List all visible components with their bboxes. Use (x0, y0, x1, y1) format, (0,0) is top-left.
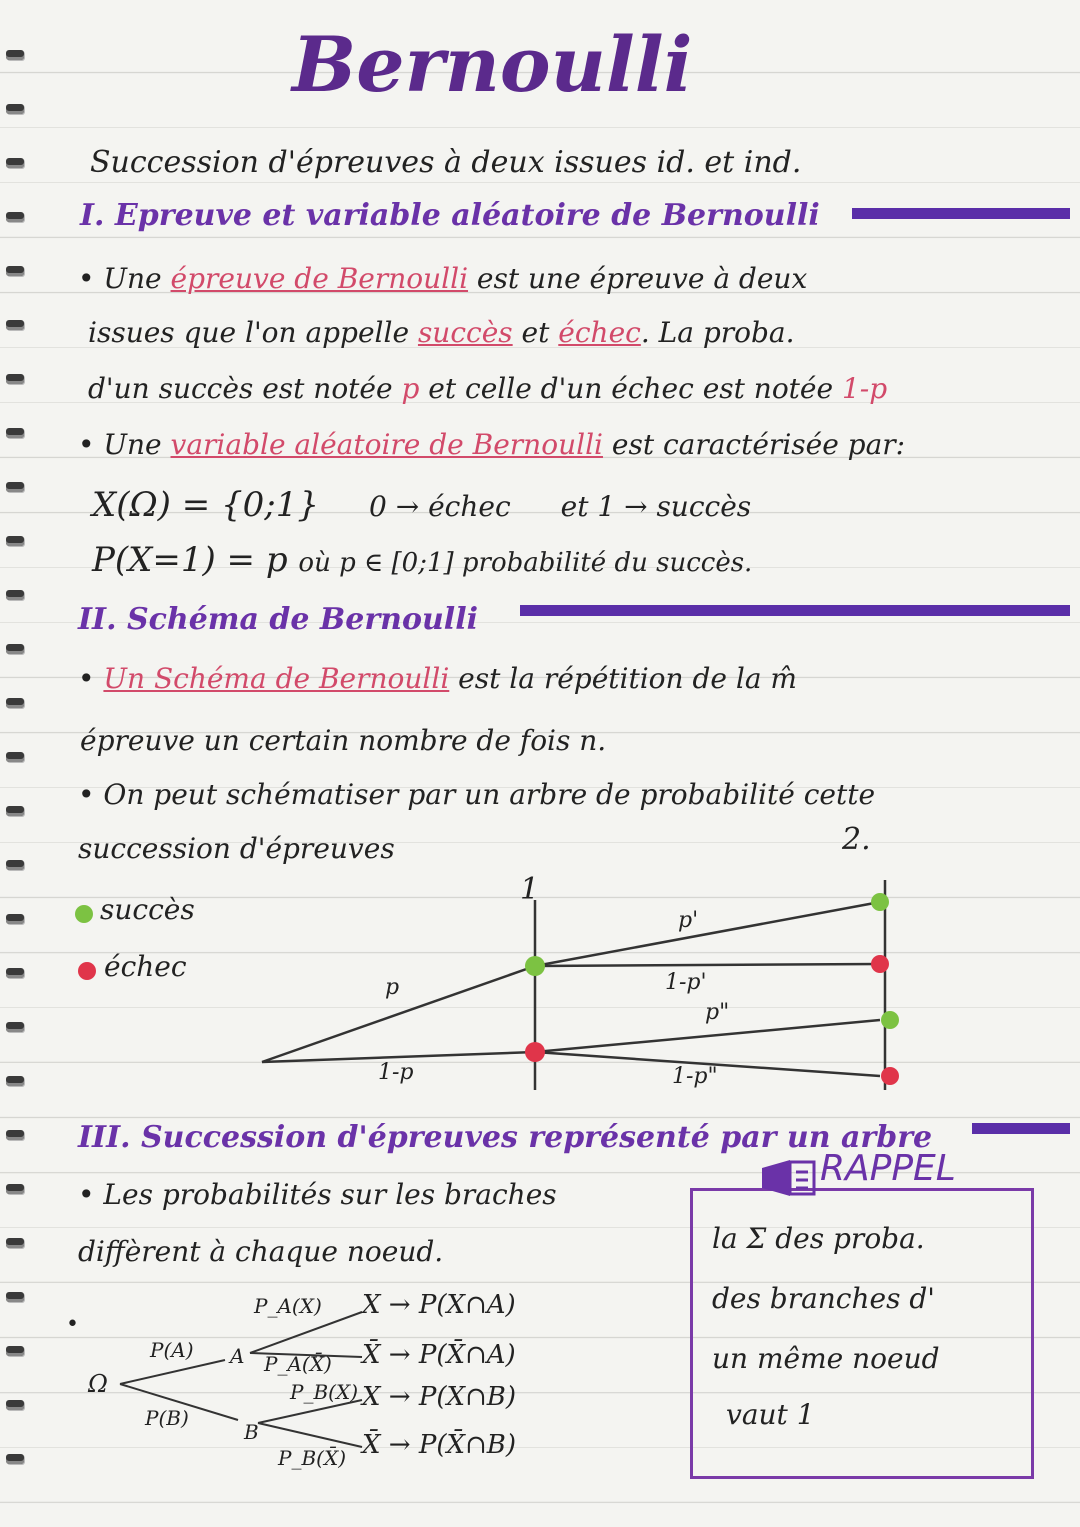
reminder-line-4: vaut 1 (726, 1398, 815, 1431)
section-1-heading: I. Epreuve et variable aléatoire de Bernoulli (80, 198, 820, 233)
tree-step-1-label: 1 (520, 872, 540, 907)
branch-1-p-second: 1-p" (672, 1064, 718, 1089)
subtitle: Succession d'épreuves à deux issues id. et ind. (90, 145, 802, 180)
s1-formula-1: X(Ω) = {0;1} 0 → échec et 1 → succès (92, 485, 752, 525)
node-failure-1 (525, 1042, 545, 1062)
reminder-line-2: des branches d' (712, 1282, 935, 1315)
node-success-1 (525, 956, 545, 976)
s3-line-1: • Les probabilités sur les braches (78, 1178, 557, 1211)
s2-line-2: épreuve un certain nombre de fois n. (80, 724, 607, 757)
section-3-heading: III. Succession d'épreuves représenté par un arbre (78, 1120, 933, 1155)
node-es (881, 1011, 899, 1029)
legend-failure: échec (104, 950, 187, 983)
tree2-PBXbar: P_B(X̄) (278, 1446, 346, 1470)
s3-line-2: diffèrent à chaque noeud. (78, 1235, 444, 1268)
branch-p: p (385, 975, 400, 1000)
tree2-root: Ω (88, 1370, 108, 1398)
node-se (871, 955, 889, 973)
s1-line-1: • Une épreuve de Bernoulli est une épreuve à deux (78, 262, 808, 295)
page-title: Bernoulli (292, 20, 693, 109)
s1-formula-2: P(X=1) = p où p ∈ [0;1] probabilité du succès. (92, 540, 753, 580)
tree2-pA: P(A) (150, 1338, 194, 1362)
s2-line-3: • On peut schématiser par un arbre de probabilité cette (78, 778, 876, 811)
node-ss (871, 893, 889, 911)
tree2-PBX: P_B(X) (290, 1380, 358, 1404)
node-ee (881, 1067, 899, 1085)
tree-step-2-label: 2. (842, 822, 871, 857)
tree2-leaf-2: X̄ → P(X̄∩A) (362, 1340, 516, 1370)
s2-line-4: succession d'épreuves (78, 832, 395, 865)
branch-1-p: 1-p (378, 1060, 414, 1085)
tree2-node-A: A (230, 1344, 245, 1368)
tree2-leaf-1: X → P(X∩A) (362, 1290, 516, 1320)
tree2-PAX: P_A(X) (254, 1294, 322, 1318)
branch-p-second: p" (705, 1000, 730, 1025)
section-3-underline (972, 1123, 1070, 1134)
rappel-icon (760, 1158, 812, 1198)
bullet-dot: • (66, 1312, 79, 1337)
s2-line-1: • Un Schéma de Bernoulli est la répétition de la m̂ (78, 662, 797, 695)
tree2-PAXbar: P_A(X̄) (264, 1352, 332, 1376)
tree2-node-B: B (244, 1420, 259, 1444)
reminder-line-1: la Σ des proba. (712, 1222, 925, 1255)
section-2-heading: II. Schéma de Bernoulli (78, 602, 478, 637)
s1-line-2: issues que l'on appelle succès et échec. La proba. (88, 316, 795, 349)
branch-p-prime: p' (678, 908, 699, 933)
reminder-line-3: un même noeud (712, 1342, 940, 1375)
reminder-title: RAPPEL (820, 1148, 956, 1189)
legend-success: succès (100, 893, 195, 926)
s1-line-3: d'un succès est notée p et celle d'un échec est notée 1-p (88, 372, 888, 405)
branch-1-p-prime: 1-p' (665, 970, 707, 995)
tree2-pB: P(B) (145, 1406, 189, 1430)
tree2-leaf-4: X̄ → P(X̄∩B) (362, 1430, 517, 1460)
s1-line-4: • Une variable aléatoire de Bernoulli est caractérisée par: (78, 428, 906, 461)
tree2-leaf-3: X → P(X∩B) (362, 1382, 517, 1412)
